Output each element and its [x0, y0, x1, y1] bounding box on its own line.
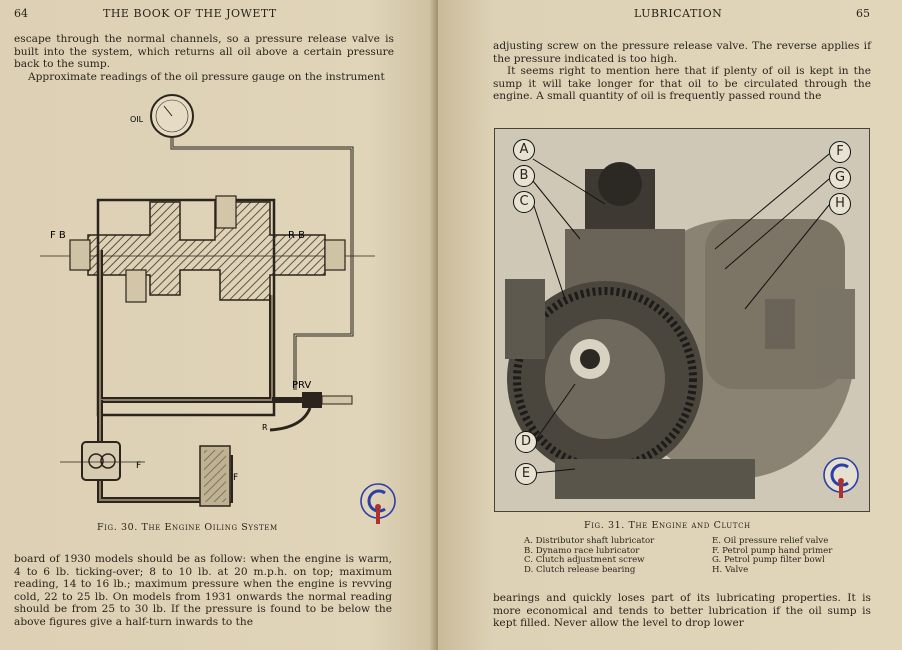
engine-oiling-diagram: [40, 90, 410, 520]
pump-f-label: F: [136, 461, 142, 471]
legend-item-a: A. Distributor shaft lubricator: [524, 536, 655, 546]
library-stamp-logo: [358, 482, 398, 530]
legend-item-h: H. Valve: [712, 564, 749, 575]
legend-item-f: F. Petrol pump hand primer: [712, 545, 833, 556]
legend-item-e: E. Oil pressure relief valve: [712, 536, 829, 546]
left-top-text: [14, 33, 394, 83]
legend-item-c: C. Clutch adjustment screw: [524, 555, 645, 566]
callout-f: F: [829, 141, 851, 163]
prv-label: PRV: [292, 380, 312, 391]
legend-item-b: B. Dynamo race lubricator: [524, 545, 640, 556]
fig31-legend-right: [712, 537, 832, 575]
right-page: [438, 0, 902, 650]
rb-label: R B: [288, 230, 305, 241]
right-top-text: [493, 40, 871, 103]
left-paragraph-1: escape through the normal channels, so a pressure release valve is built into the system, which returns all oil above a certain pressure back to the sump.: [14, 33, 394, 70]
right-page-number: 65: [856, 7, 870, 20]
left-paragraph-2: Approximate readings of the oil pressure gauge on the instrument: [28, 70, 385, 83]
right-running-head: LUBRICATION: [634, 7, 723, 20]
left-running-head: THE BOOK OF THE JOWETT: [103, 7, 277, 20]
left-page-number: 64: [14, 7, 28, 20]
left-page: [0, 0, 436, 650]
right-bottom-text: bearings and quickly loses part of its lubricating properties. It is more economical and tends to better lubrication if the oil sump is kept filled. Never allow the level to drop lower: [493, 592, 871, 629]
fig31-legend-left: [524, 537, 654, 575]
callout-h: H: [829, 193, 851, 215]
legend-item-g: G. Petrol pump filter bowl: [712, 555, 825, 566]
right-paragraph-1: adjusting screw on the pressure release valve. The reverse applies if the pressure indicated is too high.: [493, 40, 871, 65]
r-label: R: [262, 423, 268, 432]
filter-f-label: F: [233, 473, 239, 483]
legend-item-d: D. Clutch release bearing: [524, 564, 636, 575]
left-bottom-text: board of 1930 models should be as follow: when the engine is warm, 4 to 6 lb. ticking-over; 8 to 10 lb. at 20 m.p.h. on top; maximum reading, 14 to 16 lb.; maximum pressure when the engine is revving cold, 22 to 25 lb. On models from 1931 onwards the normal reading should be from 25 to 30 lb. If the pressure is found to be below the above figures give a half-turn inwards to the: [14, 553, 392, 628]
oil-label: OIL: [130, 115, 144, 124]
callout-g: G: [829, 167, 851, 189]
photo-library-stamp-logo: [821, 457, 861, 503]
callout-b: B: [513, 165, 535, 187]
fig30-caption: Fig. 30. The Engine Oiling System: [97, 522, 278, 533]
fb-label: F B: [50, 230, 66, 241]
callout-a: A: [513, 139, 535, 161]
engine-clutch-photo: [494, 128, 870, 512]
fig31-caption: Fig. 31. The Engine and Clutch: [584, 520, 751, 531]
photo-callout-lines: [495, 129, 869, 511]
oil-pressure-gauge: [151, 95, 193, 137]
callout-e: E: [515, 463, 537, 485]
right-paragraph-2: It seems right to mention here that if plenty of oil is kept in the sump it will take longer for that oil to be circulated through the engine. A small quantity of oil is frequently passed round the: [493, 65, 871, 102]
callout-d: D: [515, 431, 537, 453]
callout-c: C: [513, 191, 535, 213]
